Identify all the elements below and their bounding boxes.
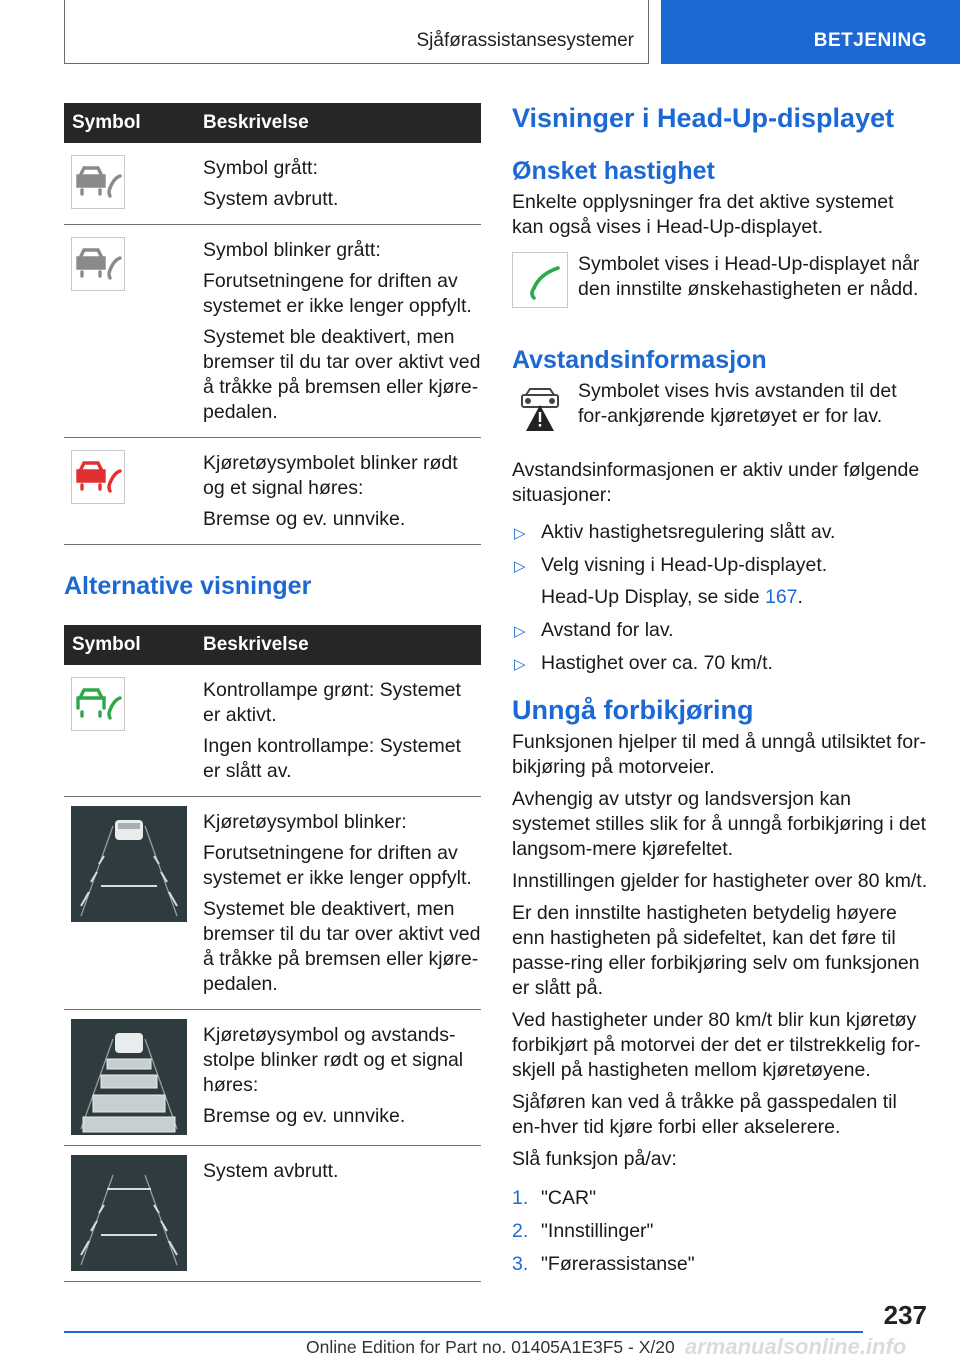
overtake-paragraph: Sjåføren kan ved å tråkke på gasspedalen til en-hver tid kjøre forbi eller akselerere. xyxy=(512,1091,897,1138)
table-cell-text: Bremse og ev. unnvike. xyxy=(203,508,406,530)
overtake-paragraph: Avhengig av utstyr og landsversjon kan systemet stilles slik for å unngå forbikjøring i det langsom-mere kjørefeltet. xyxy=(512,788,926,860)
hud-title: Visninger i Head-Up-displayet xyxy=(512,103,895,133)
table-cell-text: Kjøretøysymbolet blinker rødt og et signal høres: xyxy=(203,452,458,499)
road-display-bars-icon xyxy=(71,1019,187,1135)
symbol-table-2 xyxy=(64,625,481,1282)
section-label: BETJENING xyxy=(813,30,927,51)
table-cell-text: System avbrutt. xyxy=(203,188,339,210)
col-description-header: Beskrivelse xyxy=(203,103,481,143)
speed-symbol-text: Symbolet vises i Head-Up-displayet når den innstilte ønskehastigheten er nådd. xyxy=(578,253,920,300)
table-cell-text: Kjøretøysymbol blinker: xyxy=(203,811,407,833)
table-cell-text: Kontrollampe grønt: Systemet er aktivt. xyxy=(203,679,461,726)
watermark: armanualsonline.info xyxy=(685,1334,907,1359)
footer-divider xyxy=(64,1331,863,1333)
page-link[interactable]: 167 xyxy=(764,586,798,608)
table-row xyxy=(64,438,481,545)
list-item: 1. "CAR" xyxy=(512,1187,597,1209)
table-cell-text: System avbrutt. xyxy=(203,1160,339,1182)
road-display-car-icon xyxy=(71,806,187,922)
overtake-paragraph: Er den innstilte hastigheten betydelig høyere enn hastigheten på sidefeltet, kan det føre til passe-ring eller forbikjøring selv om funksjonen er slått på. xyxy=(512,902,920,999)
table-cell-text: Systemet ble deaktivert, men bremser til du tar over aktivt ved å tråkke på bremsen eller kjøre-pedalen. xyxy=(203,326,481,423)
list-item: 2. "Innstillinger" xyxy=(512,1220,654,1242)
triangle-bullet-icon: ▷ xyxy=(514,656,526,673)
col-symbol-header: Symbol xyxy=(64,625,203,665)
speed-intro: Enkelte opplysninger fra det aktive systemet kan også vises i Head-Up-displayet. xyxy=(512,191,894,238)
page-number: 237 xyxy=(883,1300,927,1330)
table-row xyxy=(64,225,481,438)
table-row xyxy=(64,1146,481,1282)
col-symbol-header: Symbol xyxy=(64,103,203,143)
triangle-bullet-icon: ▷ xyxy=(514,623,526,640)
distance-conditions-list xyxy=(512,520,928,676)
overtake-paragraph: Innstillingen gjelder for hastigheter over 80 km/t. xyxy=(512,870,928,892)
distance-warning-icon xyxy=(512,379,568,440)
right-column xyxy=(512,100,928,1285)
edition-text: Online Edition for Part no. 01405A1E3F5 - X/20 xyxy=(306,1337,675,1357)
car-distance-gray-icon xyxy=(71,155,125,209)
table-cell-text: Bremse og ev. unnvike. xyxy=(203,1105,406,1127)
list-item: ▷ Velg visning i Head-Up-displayet. Head-Up Display, se side 167. xyxy=(512,553,928,610)
left-column xyxy=(64,103,481,1282)
table-cell-text: Symbol grått: xyxy=(203,157,318,179)
list-item: ▷ Aktiv hastighetsregulering slått av. xyxy=(512,520,928,545)
chapter-title: Sjåførassistansesystemer xyxy=(416,30,634,51)
car-distance-gray-icon xyxy=(71,237,125,291)
table-row xyxy=(64,665,481,797)
list-item: ▷ Avstand for lav. xyxy=(512,618,928,643)
car-distance-green-icon xyxy=(71,677,125,731)
table-cell-text: Ingen kontrollampe: Systemet er slått av. xyxy=(203,735,461,782)
speed-title: Ønsket hastighet xyxy=(512,157,715,185)
overtake-title: Unngå forbikjøring xyxy=(512,695,754,725)
overtake-paragraph: Ved hastigheter under 80 km/t blir kun kjøretøy forbikjørt på motorvei der det er tilstrekkelig for-skjell på hastigheten mellom kjøretøyene. xyxy=(512,1009,921,1081)
steps-list xyxy=(512,1186,928,1277)
table-cell-text: Kjøretøysymbol og avstands-stolpe blinker rødt og et signal høres: xyxy=(203,1024,464,1096)
col-description-header: Beskrivelse xyxy=(203,625,481,665)
overtake-paragraph: Funksjonen hjelper til med å unngå utilsiktet for-bikjøring på motorveier. xyxy=(512,731,927,778)
sub-note: Head-Up Display, se side 167. xyxy=(541,586,803,608)
table-header xyxy=(64,625,481,665)
header-section-tab[interactable] xyxy=(661,0,960,64)
car-distance-red-icon xyxy=(71,450,125,504)
table-header xyxy=(64,103,481,143)
table-row xyxy=(64,143,481,225)
symbol-table-1 xyxy=(64,103,481,545)
section-title-alternative: Alternative visninger xyxy=(64,572,312,600)
overtake-paragraph: Slå funksjon på/av: xyxy=(512,1148,677,1170)
distance-title: Avstandsinformasjon xyxy=(512,346,767,374)
table-cell-text: Forutsetningene for driften av systemet er ikke lenger oppfylt. xyxy=(203,270,472,317)
table-cell-text: Forutsetningene for driften av systemet er ikke lenger oppfylt. xyxy=(203,842,472,889)
road-display-empty-icon xyxy=(71,1155,187,1271)
triangle-bullet-icon: ▷ xyxy=(514,558,526,575)
distance-symbol-text: Symbolet vises hvis avstanden til det for-ankjørende kjøretøyet er for lav. xyxy=(578,380,897,427)
table-cell-text: Symbol blinker grått: xyxy=(203,239,381,261)
table-row xyxy=(64,1010,481,1146)
hud-speed-icon xyxy=(512,252,568,313)
header-chapter-box xyxy=(64,0,649,64)
triangle-bullet-icon: ▷ xyxy=(514,525,526,542)
list-item: ▷ Hastighet over ca. 70 km/t. xyxy=(512,651,928,676)
table-row xyxy=(64,797,481,1010)
table-cell-text: Systemet ble deaktivert, men bremser til du tar over aktivt ved å tråkke på bremsen eller kjøre-pedalen. xyxy=(203,898,481,995)
list-item: 3. "Førerassistanse" xyxy=(512,1253,695,1275)
distance-intro: Avstandsinformasjonen er aktiv under følgende situasjoner: xyxy=(512,459,920,506)
